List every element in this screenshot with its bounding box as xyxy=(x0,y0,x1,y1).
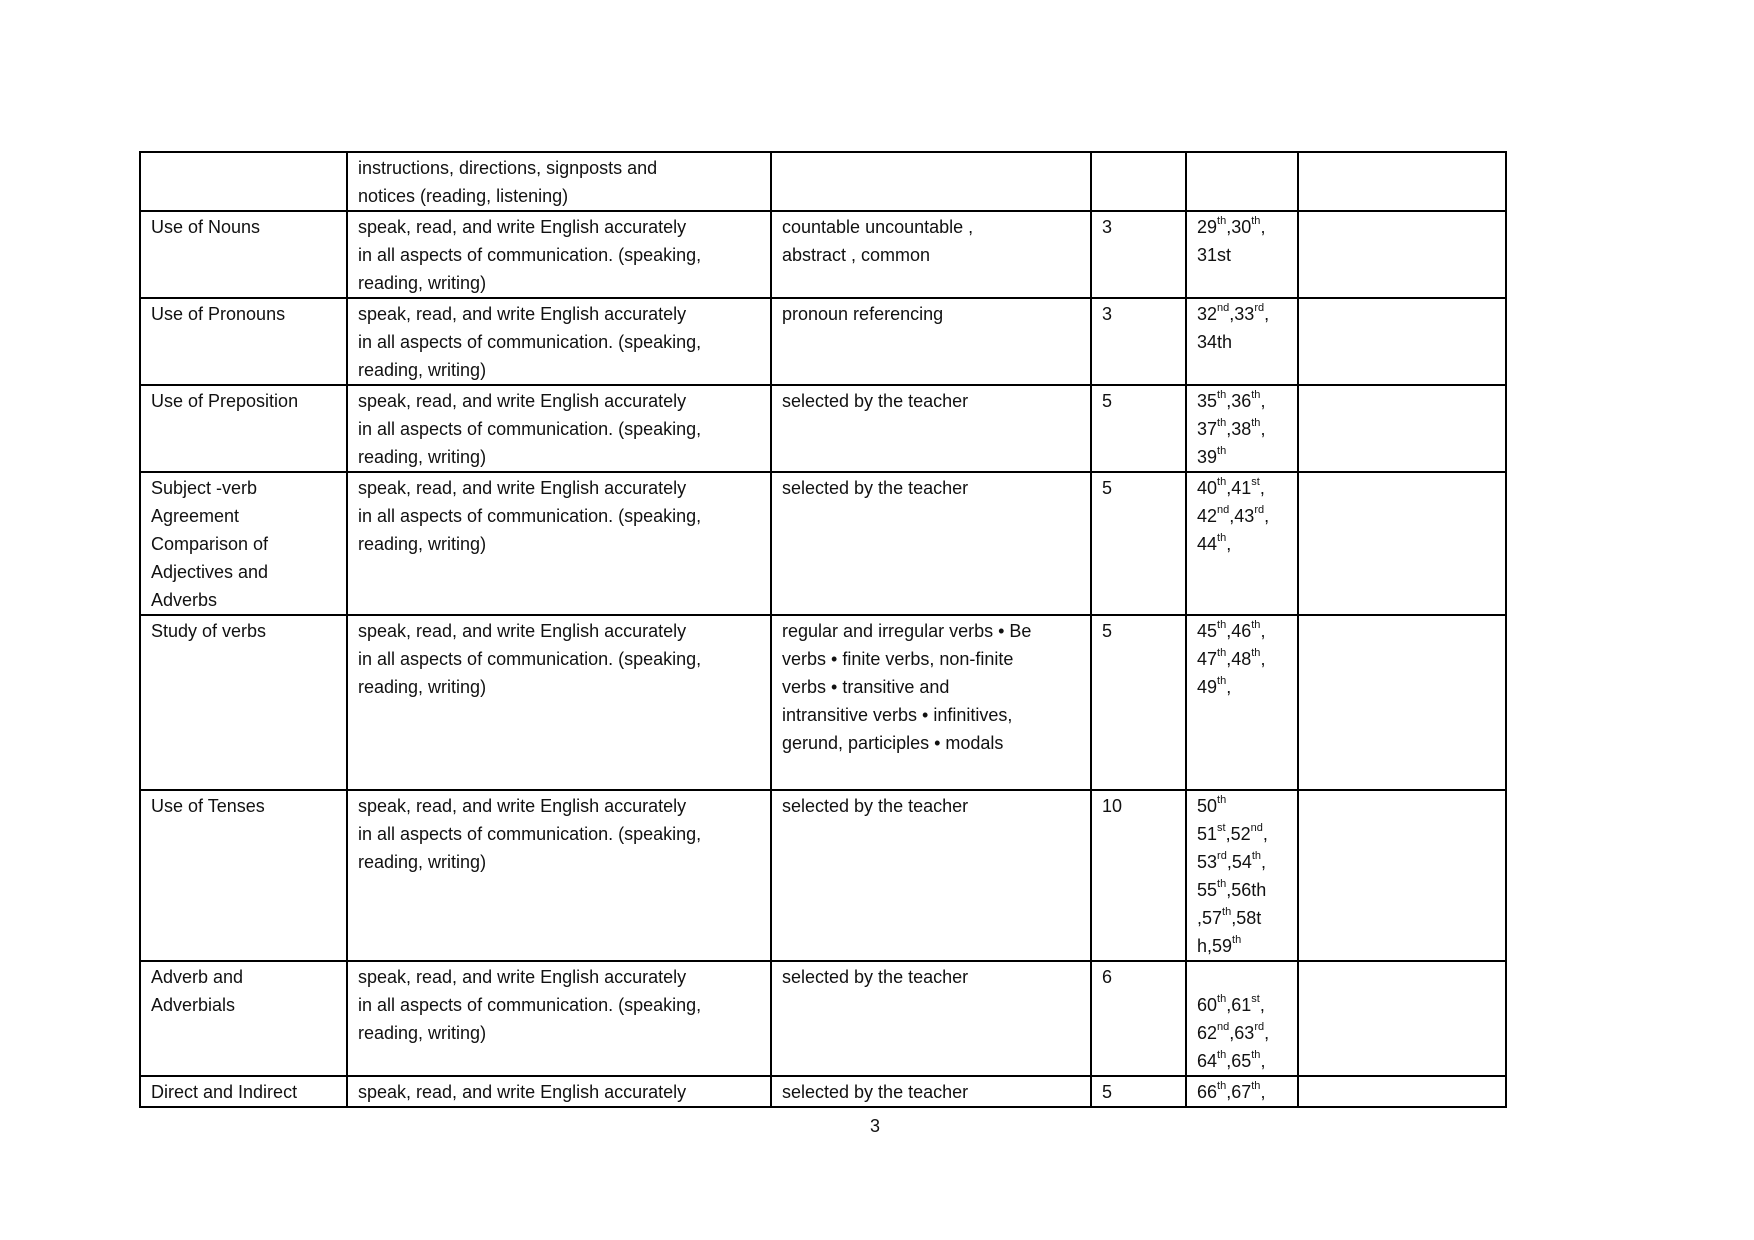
week-number: , xyxy=(1260,621,1266,641)
weeks-cell xyxy=(1186,615,1298,790)
scheme-of-work-table xyxy=(139,151,1507,1108)
remarks-cell xyxy=(1298,298,1506,385)
content-cell: countable uncountable , abstract , common xyxy=(771,211,1091,298)
week-number: ,30 xyxy=(1226,217,1252,237)
week-number: 64 xyxy=(1197,1051,1218,1071)
ordinal-suffix: th xyxy=(1217,532,1227,544)
objective-cell: speak, read, and write English accurately in all aspects of communication. (speaking, reading, writing) xyxy=(347,615,771,790)
ordinal-suffix: th xyxy=(1217,878,1227,890)
ordinal-suffix: th xyxy=(1232,934,1242,946)
week-number: ,63 xyxy=(1229,1023,1255,1043)
periods-cell: 5 xyxy=(1091,472,1186,615)
objective-cell: speak, read, and write English accurately in all aspects of communication. (speaking, reading, writing) xyxy=(347,961,771,1076)
ordinal-suffix: th xyxy=(1251,850,1262,862)
topic-cell: Direct and Indirect xyxy=(140,1076,347,1107)
ordinal-suffix: th xyxy=(1217,1049,1227,1061)
ordinal-suffix: rd xyxy=(1254,504,1265,516)
ordinal-suffix: st xyxy=(1251,476,1260,488)
ordinal-suffix: th xyxy=(1217,389,1227,401)
weeks-cell xyxy=(1186,298,1298,385)
content-cell: regular and irregular verbs • Be verbs • finite verbs, non-finite verbs • transitive and intransitive verbs • infinitives, gerund, participles • modals xyxy=(771,615,1091,790)
week-number: 39 xyxy=(1197,447,1218,467)
week-number: , xyxy=(1261,852,1267,872)
week-number: , xyxy=(1264,1023,1270,1043)
week-number: ,57 xyxy=(1197,908,1223,928)
objective-cell: speak, read, and write English accurately xyxy=(347,1076,771,1107)
week-number: , xyxy=(1260,1051,1266,1071)
week-number: 37 xyxy=(1197,419,1218,439)
ordinal-suffix: th xyxy=(1251,417,1261,429)
week-number: h,59 xyxy=(1197,936,1233,956)
ordinal-suffix: th xyxy=(1217,993,1227,1005)
ordinal-suffix: th xyxy=(1217,215,1227,227)
remarks-cell xyxy=(1298,152,1506,211)
remarks-cell xyxy=(1298,961,1506,1076)
content-cell: selected by the teacher xyxy=(771,385,1091,472)
objective-cell: speak, read, and write English accurately in all aspects of communication. (speaking, reading, writing) xyxy=(347,472,771,615)
week-number: ,38 xyxy=(1226,419,1252,439)
week-number: 45 xyxy=(1197,621,1218,641)
ordinal-suffix: rd xyxy=(1217,850,1227,862)
table-row xyxy=(140,152,1506,211)
week-number: 66 xyxy=(1197,1082,1218,1102)
content-cell: selected by the teacher xyxy=(771,472,1091,615)
ordinal-suffix: th xyxy=(1217,445,1227,457)
remarks-cell xyxy=(1298,1076,1506,1107)
ordinal-suffix: th xyxy=(1251,1049,1261,1061)
content-cell: selected by the teacher xyxy=(771,961,1091,1076)
ordinal-suffix: rd xyxy=(1254,1021,1265,1033)
week-number: ,58t xyxy=(1231,908,1262,928)
week-number: ,43 xyxy=(1229,506,1255,526)
ordinal-suffix: th xyxy=(1217,794,1227,806)
topic-cell: Study of verbs xyxy=(140,615,347,790)
remarks-cell xyxy=(1298,790,1506,961)
week-number: , xyxy=(1264,304,1270,324)
week-number: ,52 xyxy=(1225,824,1251,844)
week-number: 51 xyxy=(1197,824,1218,844)
ordinal-suffix: nd xyxy=(1217,504,1230,516)
weeks-cell xyxy=(1186,211,1298,298)
ordinal-suffix: th xyxy=(1217,476,1227,488)
week-number: 34th xyxy=(1197,332,1233,352)
content-cell xyxy=(771,152,1091,211)
periods-cell: 5 xyxy=(1091,385,1186,472)
week-number: , xyxy=(1262,824,1268,844)
week-number: ,67 xyxy=(1226,1082,1252,1102)
ordinal-suffix: th xyxy=(1217,619,1227,631)
ordinal-suffix: th xyxy=(1217,647,1227,659)
objective-cell: speak, read, and write English accurately in all aspects of communication. (speaking, reading, writing) xyxy=(347,211,771,298)
week-number: , xyxy=(1260,217,1266,237)
topic-cell: Use of Nouns xyxy=(140,211,347,298)
week-number: 44 xyxy=(1197,534,1218,554)
week-number: , xyxy=(1226,534,1232,554)
objective-cell: instructions, directions, signposts and notices (reading, listening) xyxy=(347,152,771,211)
week-number: 31st xyxy=(1197,245,1232,265)
week-number: , xyxy=(1259,995,1265,1015)
periods-cell: 5 xyxy=(1091,615,1186,790)
periods-cell: 3 xyxy=(1091,298,1186,385)
week-number: ,46 xyxy=(1226,621,1252,641)
content-cell: selected by the teacher xyxy=(771,790,1091,961)
weeks-cell xyxy=(1186,472,1298,615)
ordinal-suffix: th xyxy=(1251,1080,1261,1092)
ordinal-suffix: th xyxy=(1217,417,1227,429)
week-number: , xyxy=(1260,649,1266,669)
remarks-cell xyxy=(1298,211,1506,298)
remarks-cell xyxy=(1298,615,1506,790)
week-number: 35 xyxy=(1197,391,1218,411)
ordinal-suffix: th xyxy=(1251,619,1261,631)
topic-cell: Use of Pronouns xyxy=(140,298,347,385)
table-row xyxy=(140,472,1506,615)
objective-cell: speak, read, and write English accurately in all aspects of communication. (speaking, reading, writing) xyxy=(347,790,771,961)
periods-cell: 10 xyxy=(1091,790,1186,961)
week-number: 49 xyxy=(1197,677,1218,697)
weeks-cell xyxy=(1186,961,1298,1076)
weeks-cell xyxy=(1186,1076,1298,1107)
content-cell: pronoun referencing xyxy=(771,298,1091,385)
periods-cell: 3 xyxy=(1091,211,1186,298)
week-number: 53 xyxy=(1197,852,1218,872)
week-number: , xyxy=(1260,419,1266,439)
ordinal-suffix: th xyxy=(1217,1080,1227,1092)
weeks-cell xyxy=(1186,385,1298,472)
ordinal-suffix: th xyxy=(1251,389,1261,401)
table-row xyxy=(140,790,1506,961)
weeks-cell xyxy=(1186,790,1298,961)
week-number: , xyxy=(1260,1082,1266,1102)
ordinal-suffix: nd xyxy=(1217,1021,1230,1033)
week-number: 40 xyxy=(1197,478,1218,498)
week-number: ,61 xyxy=(1226,995,1252,1015)
weeks-cell xyxy=(1186,152,1298,211)
week-number: 32 xyxy=(1197,304,1218,324)
objective-cell: speak, read, and write English accurately in all aspects of communication. (speaking, reading, writing) xyxy=(347,385,771,472)
objective-cell: speak, read, and write English accurately in all aspects of communication. (speaking, reading, writing) xyxy=(347,298,771,385)
week-number: 29 xyxy=(1197,217,1218,237)
week-number: , xyxy=(1226,677,1232,697)
ordinal-suffix: st xyxy=(1251,993,1260,1005)
remarks-cell xyxy=(1298,472,1506,615)
ordinal-suffix: th xyxy=(1251,215,1261,227)
page-number: 3 xyxy=(870,1116,881,1136)
table-row xyxy=(140,961,1506,1076)
periods-cell xyxy=(1091,152,1186,211)
week-number: , xyxy=(1259,478,1265,498)
week-number: 42 xyxy=(1197,506,1218,526)
topic-cell xyxy=(140,152,347,211)
topic-cell: Use of Preposition xyxy=(140,385,347,472)
week-number: 47 xyxy=(1197,649,1218,669)
week-number: ,48 xyxy=(1226,649,1252,669)
ordinal-suffix: rd xyxy=(1254,302,1265,314)
week-number: ,65 xyxy=(1226,1051,1252,1071)
topic-cell: Adverb and Adverbials xyxy=(140,961,347,1076)
table-row xyxy=(140,1076,1506,1107)
ordinal-suffix: nd xyxy=(1217,302,1230,314)
ordinal-suffix: st xyxy=(1217,822,1226,834)
topic-cell: Subject -verb Agreement Comparison of Adjectives and Adverbs xyxy=(140,472,347,615)
periods-cell: 6 xyxy=(1091,961,1186,1076)
week-number: ,41 xyxy=(1226,478,1252,498)
table-row xyxy=(140,211,1506,298)
remarks-cell xyxy=(1298,385,1506,472)
table-row xyxy=(140,615,1506,790)
periods-cell: 5 xyxy=(1091,1076,1186,1107)
ordinal-suffix: nd xyxy=(1250,822,1263,834)
week-number: , xyxy=(1260,391,1266,411)
table-row xyxy=(140,385,1506,472)
week-number: 50 xyxy=(1197,796,1218,816)
week-number: ,56th xyxy=(1226,880,1267,900)
ordinal-suffix: th xyxy=(1251,647,1261,659)
content-cell: selected by the teacher xyxy=(771,1076,1091,1107)
week-number: , xyxy=(1264,506,1270,526)
week-number: 62 xyxy=(1197,1023,1218,1043)
ordinal-suffix: th xyxy=(1217,675,1227,687)
week-number: 55 xyxy=(1197,880,1218,900)
week-number: ,33 xyxy=(1229,304,1255,324)
week-number: 60 xyxy=(1197,995,1218,1015)
table-row xyxy=(140,298,1506,385)
topic-cell: Use of Tenses xyxy=(140,790,347,961)
ordinal-suffix: th xyxy=(1222,906,1232,918)
week-number: ,36 xyxy=(1226,391,1252,411)
week-number: ,54 xyxy=(1226,852,1252,872)
